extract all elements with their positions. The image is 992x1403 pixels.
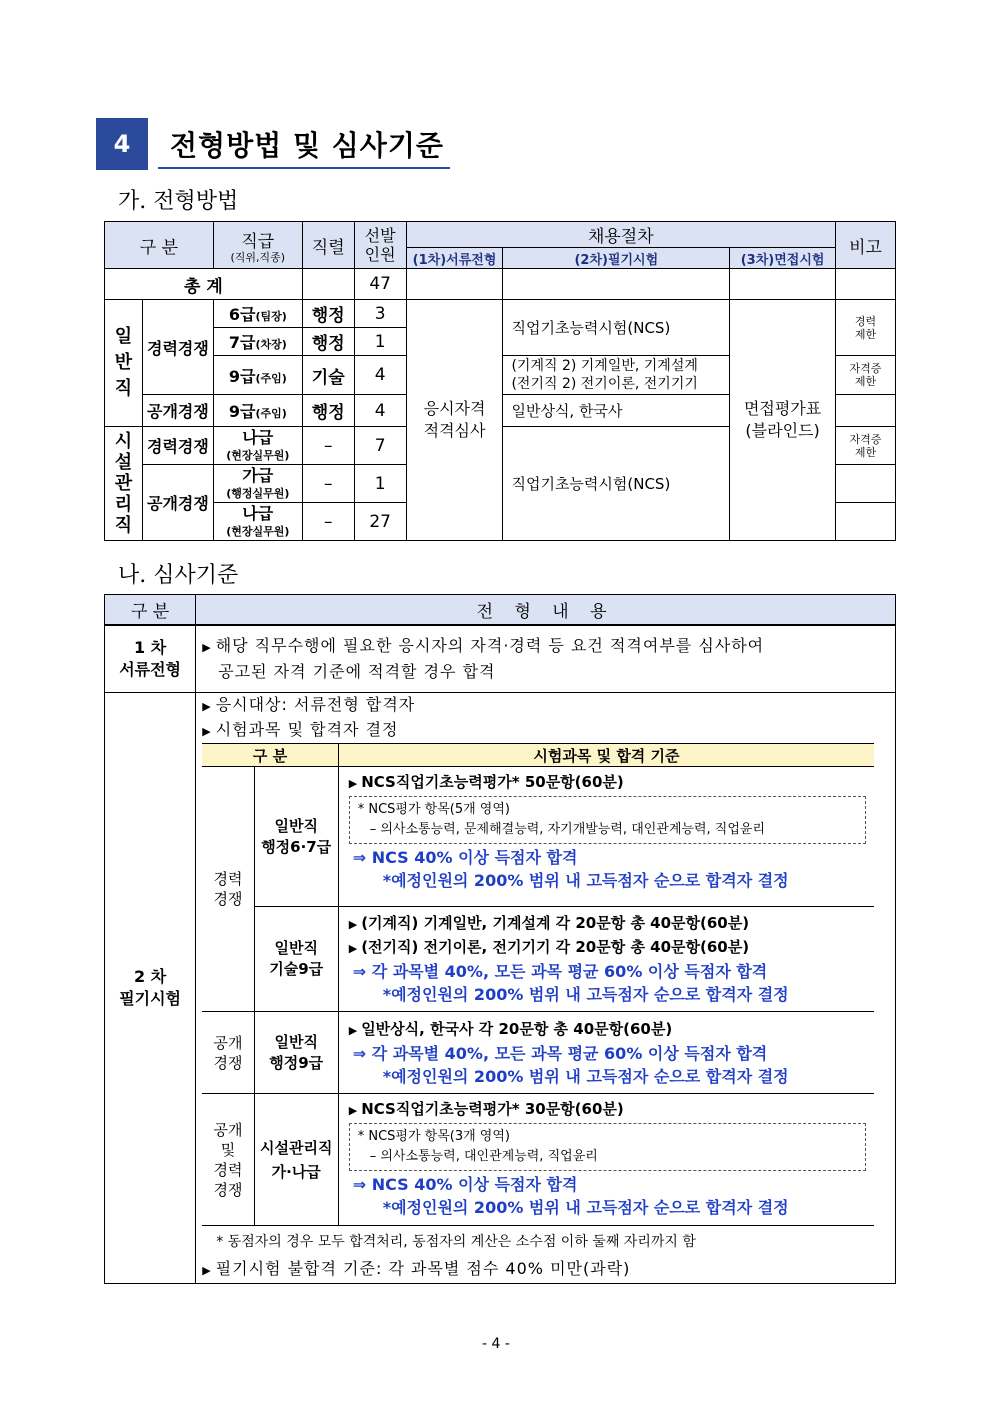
- tie-note: * 동점자의 경우 모두 합격처리, 동점자의 계산은 소수점 이하 둘째 자리까지 함: [216, 1234, 696, 1250]
- stage3-interview: 면접평가표 (블라인드): [730, 300, 836, 541]
- r3-content: ▶ 일반상식, 한국사 각 20문항 총 40문항(60분) ⇒ 각 과목별 40%, 모든 과목 평균 60% 이상 득점자 합격 *예정인원의 200% 범위 내 고득점자 순으로 합격자 결정: [338, 1012, 874, 1094]
- stage2-content: [196, 693, 896, 1284]
- count-cell: 3: [354, 300, 406, 328]
- section-number-badge: 4: [96, 118, 148, 170]
- total-label: 총 계: [105, 269, 303, 300]
- count-cell: 4: [354, 395, 406, 427]
- total-count: 47: [354, 269, 406, 300]
- method-table: [104, 221, 896, 541]
- header-category: 구 분: [105, 222, 214, 269]
- stage2-general: 일반상식, 한국사: [503, 395, 730, 427]
- r2-name: 일반직 기술9급: [254, 907, 338, 1012]
- series-cell: 행정: [302, 395, 354, 427]
- series-cell: 행정: [302, 328, 354, 356]
- count-cell: 4: [354, 356, 406, 395]
- section-title: 전형방법 및 심사기준: [170, 129, 444, 162]
- remark-career-limit: 경력 제한: [836, 300, 896, 356]
- remark-cert-limit: 자격증 제한: [836, 427, 896, 465]
- subtitle-criteria: 나. 심사기준: [118, 563, 239, 588]
- career-label: 경력경쟁: [142, 427, 213, 465]
- stage1-screening: 응시자격 적격심사: [406, 300, 503, 541]
- group-facility: 시 설 관 리 직: [105, 427, 143, 541]
- criteria-header-category: 구 분: [105, 595, 196, 625]
- inner-header-category: 구 분: [202, 744, 338, 767]
- open-type: 공개 경쟁: [202, 1012, 254, 1094]
- grade-cell: 6급(팀장): [213, 300, 302, 328]
- header-remark: 비고: [836, 222, 896, 269]
- series-cell: –: [302, 503, 354, 541]
- r1-content: ▶ NCS직업기초능력평가* 50문항(60분) * NCS평가 항목(5개 영역) – 의사소통능력, 문제해결능력, 자기개발능력, 대인관계능력, 직업윤리 ⇒ NCS 40% 이상 득점자 합격 *예정인원의 200% 범위 내 고득점자 순으로 합격자 결정: [338, 767, 874, 907]
- stage2-technical: (기계직 2) 기계일반, 기계설계 (전기직 2) 전기이론, 전기기기: [503, 356, 730, 395]
- grade-cell: 7급(차장): [213, 328, 302, 356]
- count-cell: 1: [354, 465, 406, 503]
- group-general: 일 반 직: [105, 300, 143, 427]
- criteria-header-content: 전 형 내 용: [196, 595, 896, 625]
- header-quota: 선발 인원: [354, 222, 406, 269]
- grade-cell: 나급 (현장실무원): [213, 427, 302, 465]
- stage2-ncs: 직업기초능력시험(NCS): [503, 300, 730, 356]
- header-stage2: (2차)필기시험: [503, 248, 730, 269]
- open-label: 공개경쟁: [142, 465, 213, 541]
- r3-name: 일반직 행정9급: [254, 1012, 338, 1094]
- header-series: 직렬: [302, 222, 354, 269]
- criteria-table: [104, 594, 896, 1284]
- count-cell: 1: [354, 328, 406, 356]
- header-grade: 직급 (직위,직종): [213, 222, 302, 269]
- count-cell: 27: [354, 503, 406, 541]
- grade-cell: 9급(주임): [213, 356, 302, 395]
- r2-content: ▶ (기계직) 기계일반, 기계설계 각 20문항 총 40문항(60분) ▶ (전기직) 전기이론, 전기기기 각 20문항 총 40문항(60분) ⇒ 각 과목별 40%, 모든 과목 평균 60% 이상 득점자 합격 *예정인원의 200% 범위 내 고득점자 순으로 합격자 결정: [338, 907, 874, 1012]
- both-type: 공개 및 경력 경쟁: [202, 1094, 254, 1226]
- header-procedure: 채용절차: [406, 222, 835, 248]
- header-stage3: (3차)면접시험: [730, 248, 836, 269]
- stage2-ncs-facility: 직업기초능력시험(NCS): [503, 427, 730, 541]
- subjects-table: [202, 743, 874, 1226]
- r4-content: ▶ NCS직업기초능력평가* 30문항(60분) * NCS평가 항목(3개 영역) – 의사소통능력, 대인관계능력, 직업윤리 ⇒ NCS 40% 이상 득점자 합격 *예정인원의 200% 범위 내 고득점자 순으로 합격자 결정: [338, 1094, 874, 1226]
- grade-cell: 나급 (현장실무원): [213, 503, 302, 541]
- inner-header-subject: 시험과목 및 합격 기준: [338, 744, 874, 767]
- series-cell: –: [302, 465, 354, 503]
- grade-cell: 9급(주임): [213, 395, 302, 427]
- page-number: - 4 -: [482, 1336, 510, 1352]
- r1-ncs-box: * NCS평가 항목(5개 영역) – 의사소통능력, 문제해결능력, 자기개발능력, 대인관계능력, 직업윤리: [349, 796, 867, 844]
- section-underline: [158, 167, 450, 169]
- target-line: ▶ 응시대상: 서류전형 합격자: [202, 695, 416, 714]
- career-label: 경력경쟁: [142, 300, 213, 395]
- grade-cell: 가급 (행정실무원): [213, 465, 302, 503]
- r1-pass: ⇒ NCS 40% 이상 득점자 합격: [352, 848, 578, 867]
- stage2-label: 2 차 필기시험: [105, 693, 196, 1284]
- r1-name: 일반직 행정6·7급: [254, 767, 338, 907]
- remark-cert-limit: 자격증 제한: [836, 356, 896, 395]
- r4-name: 시설관리직 가·나급: [254, 1094, 338, 1226]
- subtitle-method: 가. 전형방법: [118, 189, 239, 214]
- stage1-label: 1 차 서류전형: [105, 625, 196, 693]
- header-stage1: (1차)서류전형: [406, 248, 503, 269]
- series-cell: 행정: [302, 300, 354, 328]
- series-cell: 기술: [302, 356, 354, 395]
- fail-criteria: ▶ 필기시험 불합격 기준: 각 과목별 점수 40% 미만(과락): [202, 1259, 631, 1278]
- count-cell: 7: [354, 427, 406, 465]
- r4-ncs-box: * NCS평가 항목(3개 영역) – 의사소통능력, 대인관계능력, 직업윤리: [349, 1123, 867, 1171]
- subjects-title: ▶ 시험과목 및 합격자 결정: [202, 720, 399, 739]
- r1-rank: *예정인원의 200% 범위 내 고득점자 순으로 합격자 결정: [382, 871, 789, 890]
- career-type: 경력 경쟁: [202, 767, 254, 1012]
- stage1-content: ▶ 해당 직무수행에 필요한 응시자의 자격·경력 등 요건 적격여부를 심사하여 공고된 자격 기준에 적격할 경우 합격: [196, 625, 896, 693]
- open-label: 공개경쟁: [142, 395, 213, 427]
- series-cell: –: [302, 427, 354, 465]
